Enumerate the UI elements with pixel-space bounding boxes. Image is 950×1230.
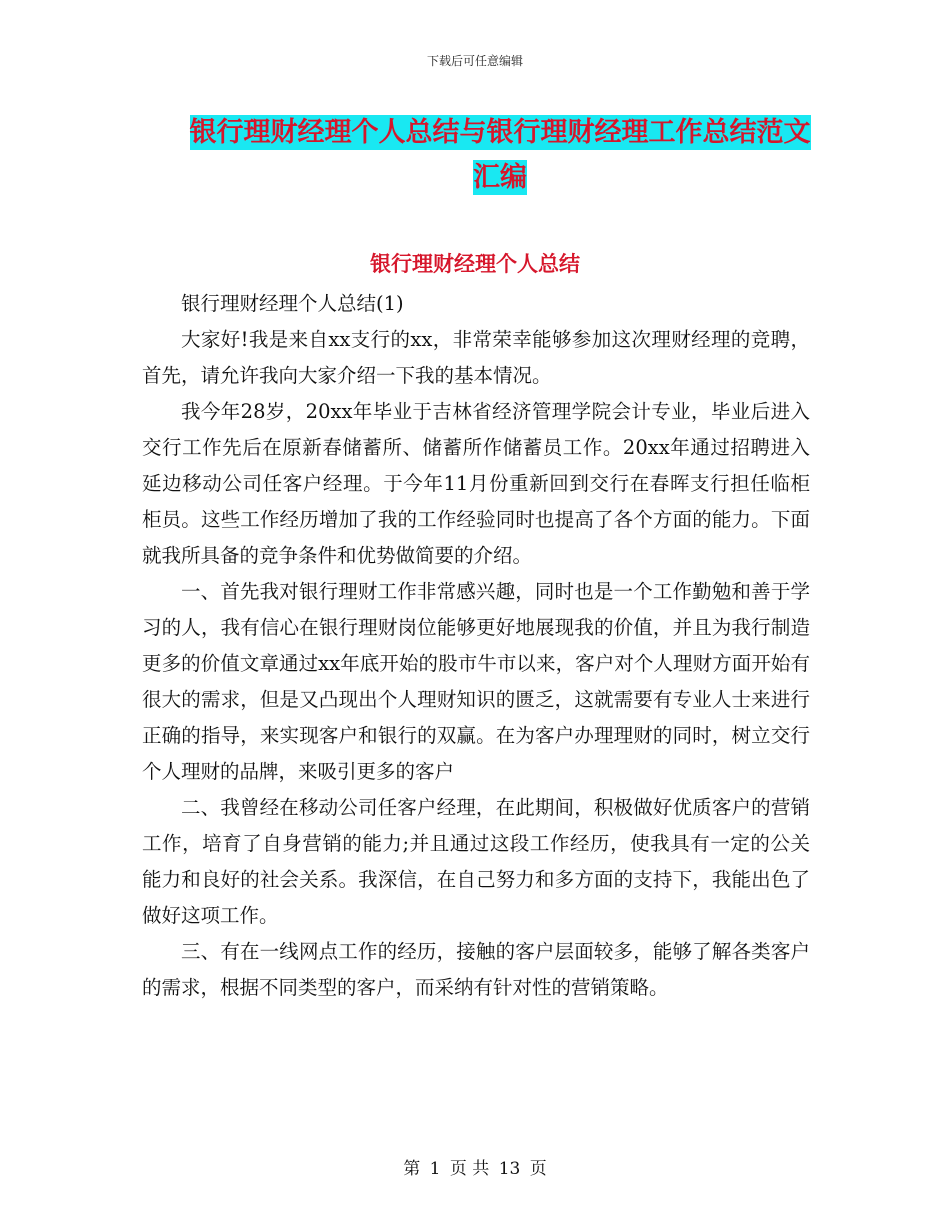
document-title	[160, 110, 840, 200]
document-title-line2: 汇编	[473, 162, 527, 193]
paragraph: 我今年28岁，20xx年毕业于吉林省经济管理学院会计专业，毕业后进入交行工作先后在原新春储蓄所、储蓄所作储蓄员工作。20xx年通过招聘进入延边移动公司任客户经理。于今年11月份重新回到交行在春晖支行担任临柜柜员。这些工作经历增加了我的工作经验同时也提高了各个方面的能力。下面就我所具备的竞争条件和优势做简要的介绍。	[142, 400, 810, 567]
page-footer	[0, 1154, 950, 1179]
footer-total-pages: 13	[498, 1159, 521, 1179]
section-title: 银行理财经理个人总结	[370, 251, 580, 276]
footer-middle: 页 共	[449, 1159, 490, 1179]
paragraph: 三、有在一线网点工作的经历，接触的客户层面较多，能够了解各类客户的需求，根据不同类型的客户，而采纳有针对性的营销策略。	[142, 940, 810, 999]
paragraph: 二、我曾经在移动公司任客户经理，在此期间，积极做好优质客户的营销工作，培育了自身营销的能力;并且通过这段工作经历，使我具有一定的公关能力和良好的社会关系。我深信，在自己努力和多方面的支持下，我能出色了做好这项工作。	[142, 796, 810, 927]
footer-page-number: 1	[429, 1159, 441, 1179]
footer-prefix: 第	[403, 1159, 421, 1179]
body-text	[142, 286, 810, 1006]
paragraph: 大家好!我是来自xx支行的xx，非常荣幸能够参加这次理财经理的竞聘，首先，请允许我向大家介绍一下我的基本情况。	[142, 328, 810, 387]
paragraph-subtitle: 银行理财经理个人总结(1)	[181, 292, 404, 315]
paragraph: 一、首先我对银行理财工作非常感兴趣，同时也是一个工作勤勉和善于学习的人，我有信心在银行理财岗位能够更好地展现我的价值，并且为我行制造更多的价值文章通过xx年底开始的股市牛市以来，客户对个人理财方面开始有很大的需求，但是又凸现出个人理财知识的匮乏，这就需要有专业人士来进行正确的指导，来实现客户和银行的双赢。在为客户办理理财的同时，树立交行个人理财的品牌，来吸引更多的客户	[142, 580, 810, 783]
header-note: 下载后可任意编辑	[426, 54, 523, 68]
footer-suffix: 页	[529, 1159, 547, 1179]
document-title-line1: 银行理财经理个人总结与银行理财经理工作总结范文	[189, 117, 811, 148]
